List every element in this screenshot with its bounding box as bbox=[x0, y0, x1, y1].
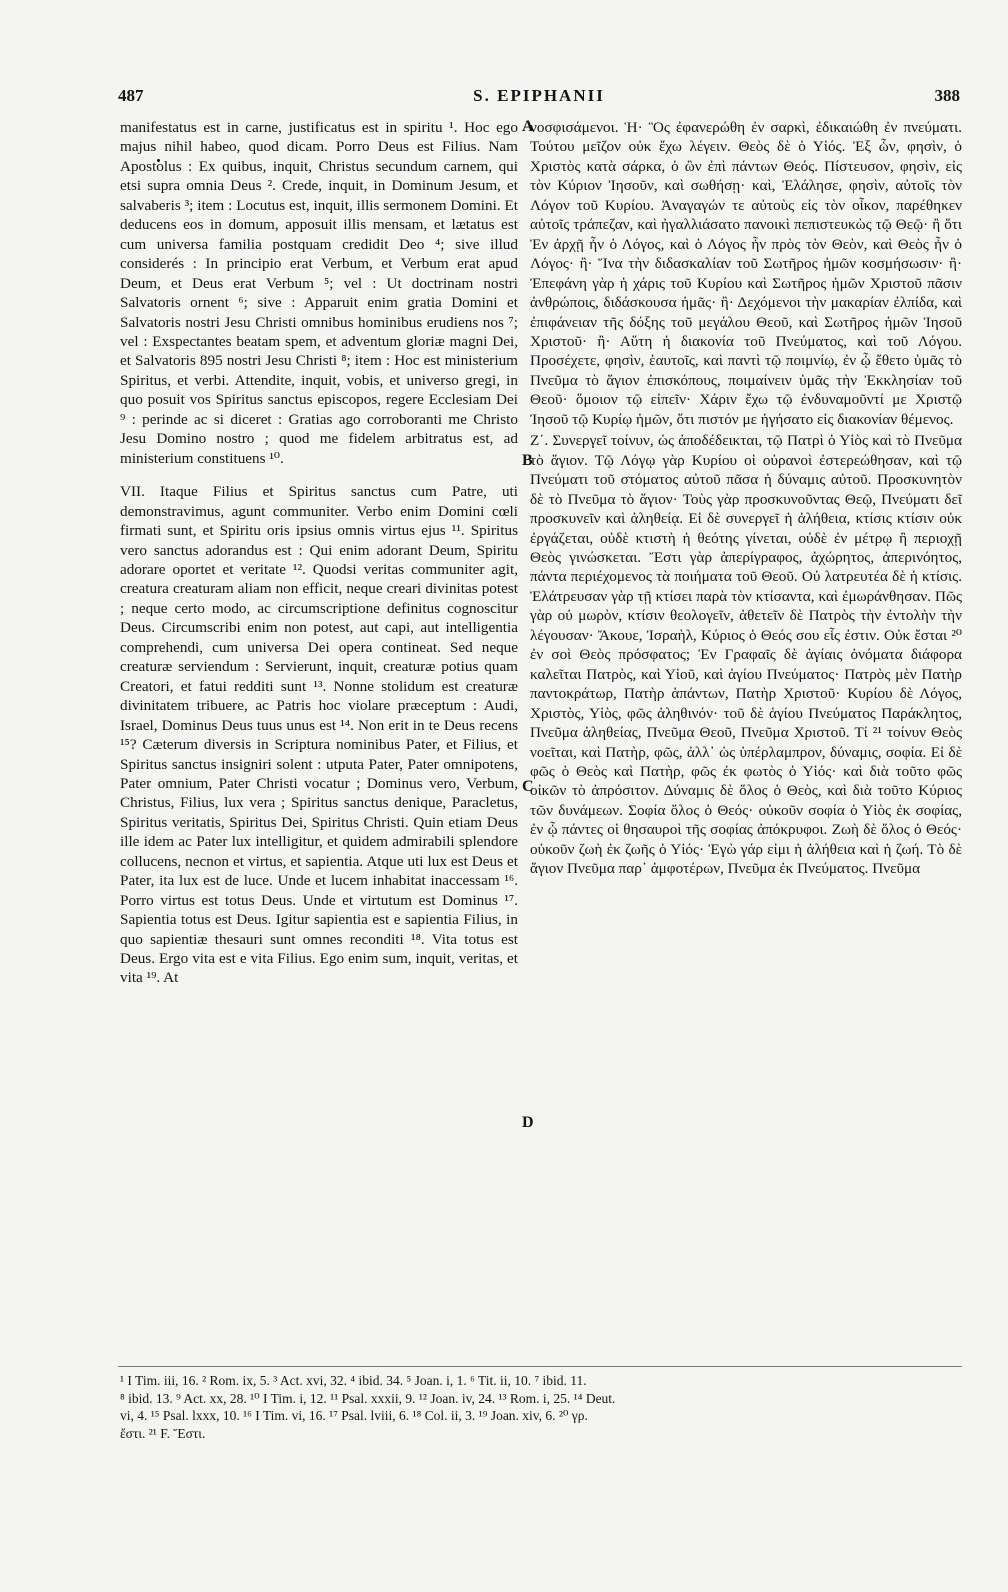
margin-letter-d: D bbox=[522, 1114, 534, 1131]
footnote-line: ἔστι. ²¹ F. Ἔστι. bbox=[120, 1425, 206, 1441]
greek-paragraph-2: Ζ΄. Συνεργεῖ τοίνυν, ὡς ἀποδέδεικται, τῷ Πατρὶ ὁ Υἱὸς καὶ τὸ Πνεῦμα τὸ ἅγιον. Τῷ Λόγῳ γὰρ Κυρίου οἱ οὐρανοὶ ἐστερεώθησαν, καὶ τῷ Πνεύματι τοῦ στόματος αὐτοῦ πᾶσα ἡ δύναμις αὐτοῦ. Προσκυνητὸν δὲ τὸ Πνεῦμα τὸ ἅγιον· Τοὺς γὰρ προσκυνοῦντας Θεῷ, Πνεύματι δεῖ προσκυνεῖν καὶ ἀληθείᾳ. Εἰ δὲ συνεργεῖ ἡ ἀλήθεια, κτίσις κτίσιν οὐκ ἐργάζεται, οὐδὲ κτιστὴ ἡ θεότης γίνεται, οὐδὲ ἐν μέτρῳ ἢ περιοχῇ Θεὸς γινώσκεται. Ἔστι γὰρ ἀπερίγραφος, ἀχώρητος, ἀπερινόητος, πάντα περιέχομενος τὰ ποιήματα τοῦ Θεοῦ. Οὐ λατρευτέα δὲ ἡ κτίσις. Ἐλάτρευσαν γὰρ τῇ κτίσει παρὰ τὸν κτίσαντα, καὶ ἐμωράνθησαν. Πῶς γὰρ οὐ μωρὸν, κτίσιν θεολογεῖν, ἀθετεῖν δὲ Πατρὸς τὴν ἐντολὴν τὴν λέγουσαν· Ἄκουε, Ἰσραὴλ, Κύριος ὁ Θεός σου εἷς ἐστιν. Οὐκ ἔσται ²⁰ ἐν σοὶ Θεὸς πρόσφατος; Ἐν Γραφαῖς δὲ ἁγίαις ὀνόματα διάφορα καλεῖται Πατρὸς, καὶ Υἱοῦ, καὶ ἁγίου Πνεύματος· Πατρὸς μὲν Πατὴρ παντοκράτωρ, Πατὴρ ἁπάντων, Πατὴρ Χριστοῦ· Κυρίου δὲ Λόγος, Χριστὸς, Υἱὸς, φῶς ἀληθινόν· τοῦ δὲ ἁγίου Πνεύματος Παράκλητος, Πνεῦμα ἀληθείας, Πνεῦμα Θεοῦ, Πνεῦμα Χριστοῦ. Τί ²¹ τοίνυν Θεὸς νοεῖται, καὶ Πατὴρ, φῶς, ἀλλ᾽ ὡς ὑπέρλαμπρον, δύναμις, σοφία. Εἰ δὲ φῶς ὁ Θεὸς καὶ Πατὴρ, φῶς ἐκ φωτὸς ὁ Υἱός· καὶ διὰ τοῦτο φῶς οἰκῶν τὸ ἀπρόσιτον. Δύναμις δὲ ὅλος ὁ Θεὸς, καὶ διὰ τοῦτο Κύριος τῶν δυνάμεων. Σοφία ὅλος ὁ Θεός· οὐκοῦν σοφία ὁ Υἱὸς ἐκ σοφίας, ἐν ᾧ πάντες οἱ θησαυροὶ τῆς σοφίας ἀπόκρυφοι. Ζωὴ δὲ ὅλος ὁ Θεός· οὐκοῦν ζωὴ ἐκ ζωῆς ὁ Υἱός· Ἐγὼ γάρ εἰμι ἡ ἀλήθεια καὶ ἡ ζωή. Τὸ δὲ ἅγιον Πνεῦμα παρ᾽ ἀμφοτέρων, Πνεῦμα ἐκ Πνεύματος. Πνεῦμα bbox=[530, 432, 962, 878]
footnotes bbox=[120, 1372, 962, 1442]
latin-paragraph-1: manifestatus est in carne, justificatus est in spiritu ¹. Hoc ego majus nihil habeo, quod dicam. Porro Deus est Filius. Nam Apostolus : Ex quibus, inquit, Christus secundum carnem, qui etsi supra omnia Deus ². Crede, inquit, in Dominum Jesum, et salvaberis ³; item : Locutus est, inquit, illis sermonem Domini. Et deducens eos in domum, apposuit illis mensam, et lætatus est cum universa familia postquam credidit Deo ⁴; sive illud considerés : In principio erat Verbum, et Verbum erat apud Deum, et Deus erat Verbum ⁵; vel : Ut doctrinam nostri Salvatoris ornent ⁶; sive : Apparuit enim gratia Domini et Salvatoris nostri Jesu Christi omnibus hominibus erudiens nos ⁷; vel : Exspectantes beatam spem, et adventum gloriæ magni Dei, et Salvatoris 895 nostri Jesu Christi ⁸; item : Hoc est ministerium Spiritus, et verbi. Attendite, inquit, vobis, et universo gregi, in quo posuit vos Spiritus sanctus episcopos, regere Ecclesiam Dei ⁹ : perinde ac si diceret : Gratias ago corroboranti me Christo Jesu Domino nostro ; quod me fidelem arbitratus est, ad ministerium constituens ¹⁰. bbox=[120, 119, 518, 467]
footnote-line: ¹ I Tim. iii, 16. ² Rom. ix, 5. ³ Act. xvi, 32. ⁴ ibid. 34. ⁵ Joan. i, 1. ⁶ Tit. ii, 10. ⁷ ibid. 11. bbox=[120, 1373, 587, 1388]
latin-paragraph-2: VII. Itaque Filius et Spiritus sanctus cum Patre, uti demonstravimus, agunt communiter. Verbo enim Domini cœli firmati sunt, et Spiritu oris ipsius omnis virtus ejus ¹¹. Spiritus vero sanctus adorandus est : Qui enim adorant Deum, Spiritu adorare oportet et veritate ¹². Quodsi veritas communiter agit, creatura creaturam aliam non efficit, neque creari divinitas potest ; neque certo modo, ac circumscriptione definitus cognoscitur Deus. Circumscribi enim non potest, aut capi, aut intelligentia comprehendi, cum universa Dei opera contineat. Sed neque creaturæ serviendum : Servierunt, inquit, creaturæ potius quam Creatori, et fatui redditi sunt ¹³. Nonne stolidum est creaturæ divinitatem tribuere, ac Patris hoc violare præceptum : Audi, Israel, Dominus Deus tuus unus est ¹⁴. Non erit in te Deus recens ¹⁵? Cæterum diversis in Scriptura nominibus Pater, et Filius, et Spiritus sanctus insigniri solent : utputa Pater, Pater omnipotens, Pater omnium, Pater Christi vocatur ; Dominus vero, Verbum, Christus, Filius, lux vera ; Spiritus sanctus denique, Paracletus, Spiritus veritatis, Spiritus Dei, Spiritus Christi. Quin etiam Deus ille idem ac Pater lux intelligitur, et quidem admirabili splendore collucens, necnon et virtus, et sapientia. Atque uti lux est Deus et Pater, ita lux est de luce. Unde et lucem inhabitat inaccessam ¹⁶. Porro virtus est totus Deus. Unde et virtutum est Dominus ¹⁷. Sapientia totus est Deus. Igitur sapientia est e sapientia Filius, in quo sapientiæ thesauri sunt omnes reconditi ¹⁸. Vita totus est Deus. Ergo vita est e vita Filius. Ego enim sum, inquit, veritas, et vita ¹⁹. At bbox=[120, 483, 518, 987]
footnote-rule bbox=[118, 1366, 962, 1367]
footnote-line: vi, 4. ¹⁵ Psal. lxxx, 10. ¹⁶ I Tim. vi, 16. ¹⁷ Psal. lviii, 6. ¹⁸ Col. ii, 3. ¹⁹ Joan. xiv, 6. ²⁰ γρ. bbox=[120, 1408, 588, 1423]
greek-column bbox=[530, 118, 962, 879]
running-header bbox=[118, 86, 960, 112]
footnote-line: ⁸ ibid. 13. ⁹ Act. xx, 28. ¹⁰ I Tim. i, 12. ¹¹ Psal. xxxii, 9. ¹² Joan. iv, 24. ¹³ Rom. i, 25. ¹⁴ Deut. bbox=[120, 1390, 616, 1406]
margin-letter-c: C bbox=[522, 778, 534, 795]
page-number-left: 487 bbox=[118, 86, 144, 105]
latin-column bbox=[120, 118, 518, 988]
page-number-right: 388 bbox=[934, 86, 960, 105]
greek-paragraph-1: νοσφισάμενοι. Ἡ· Ὃς ἐφανερώθη ἐν σαρκὶ, ἐδικαιώθη ἐν πνεύματι. Τούτου μεῖζον οὐκ ἔχω λέγειν. Θεὸς δὲ ὁ Υἱός. Ἐξ ὧν, φησὶν, ὁ Χριστὸς κατὰ σάρκα, ὁ ὢν ἐπὶ πάντων Θεός. Πίστευσον, φησὶν, εἰς τὸν Κύριον Ἰησοῦν, καὶ σωθήσῃ· καὶ, Ἐλάλησε, φησὶν, αὐτοῖς τὸν Λόγον τοῦ Κυρίου. Ἀναγαγών τε αὐτοὺς εἰς τὸν οἶκον, παρέθηκεν αὐτοῖς τράπεζαν, καὶ ἠγαλλιάσατο πανοικὶ πεπιστευκὼς τῷ Θεῷ· ἢ ὅτι Ἐν ἀρχῇ ἦν ὁ Λόγος, καὶ ὁ Λόγος ἦν πρὸς τὸν Θεὸν, καὶ Θεὸς ἦν ὁ Λόγος· ἢ· Ἵνα τὴν διδασκαλίαν τοῦ Σωτῆρος ἡμῶν κοσμήσωσιν· ἢ· Ἐπεφάνη γὰρ ἡ χάρις τοῦ Κυρίου καὶ Σωτῆρος ἡμῶν Χριστοῦ πᾶσιν ἀνθρώποις, διδάσκουσα ἡμᾶς· ἢ· Δεχόμενοι τὴν μακαρίαν ἐλπίδα, καὶ ἐπιφάνειαν τῆς δόξης τοῦ μεγάλου Θεοῦ, καὶ Σωτῆρος ἡμῶν Ἰησοῦ Χριστοῦ· ἢ· Αὕτη ἡ διακονία τοῦ Πνεύματος, καὶ τοῦ Λόγου. Προσέχετε, φησὶν, ἑαυτοῖς, καὶ παντὶ τῷ ποιμνίῳ, ἐν ᾧ ἔθετο ὑμᾶς τὸ Πνεῦμα τὸ ἅγιον ἐπισκόπους, ποιμαίνειν ὑμᾶς τὴν Ἐκκλησίαν τοῦ Θεοῦ· ὅμοιον τῷ εἰπεῖν· Χάριν ἔχω τῷ ἐνδυναμοῦντί με Χριστῷ Ἰησοῦ τῷ Κυρίῳ ἡμῶν, ὅτι πιστόν με ἡγήσατο εἰς διακονίαν θέμενος. bbox=[530, 119, 962, 428]
margin-letter-b: B bbox=[522, 452, 533, 469]
margin-letter-a: A bbox=[522, 118, 534, 135]
running-title: S. EPIPHANII bbox=[473, 86, 605, 105]
